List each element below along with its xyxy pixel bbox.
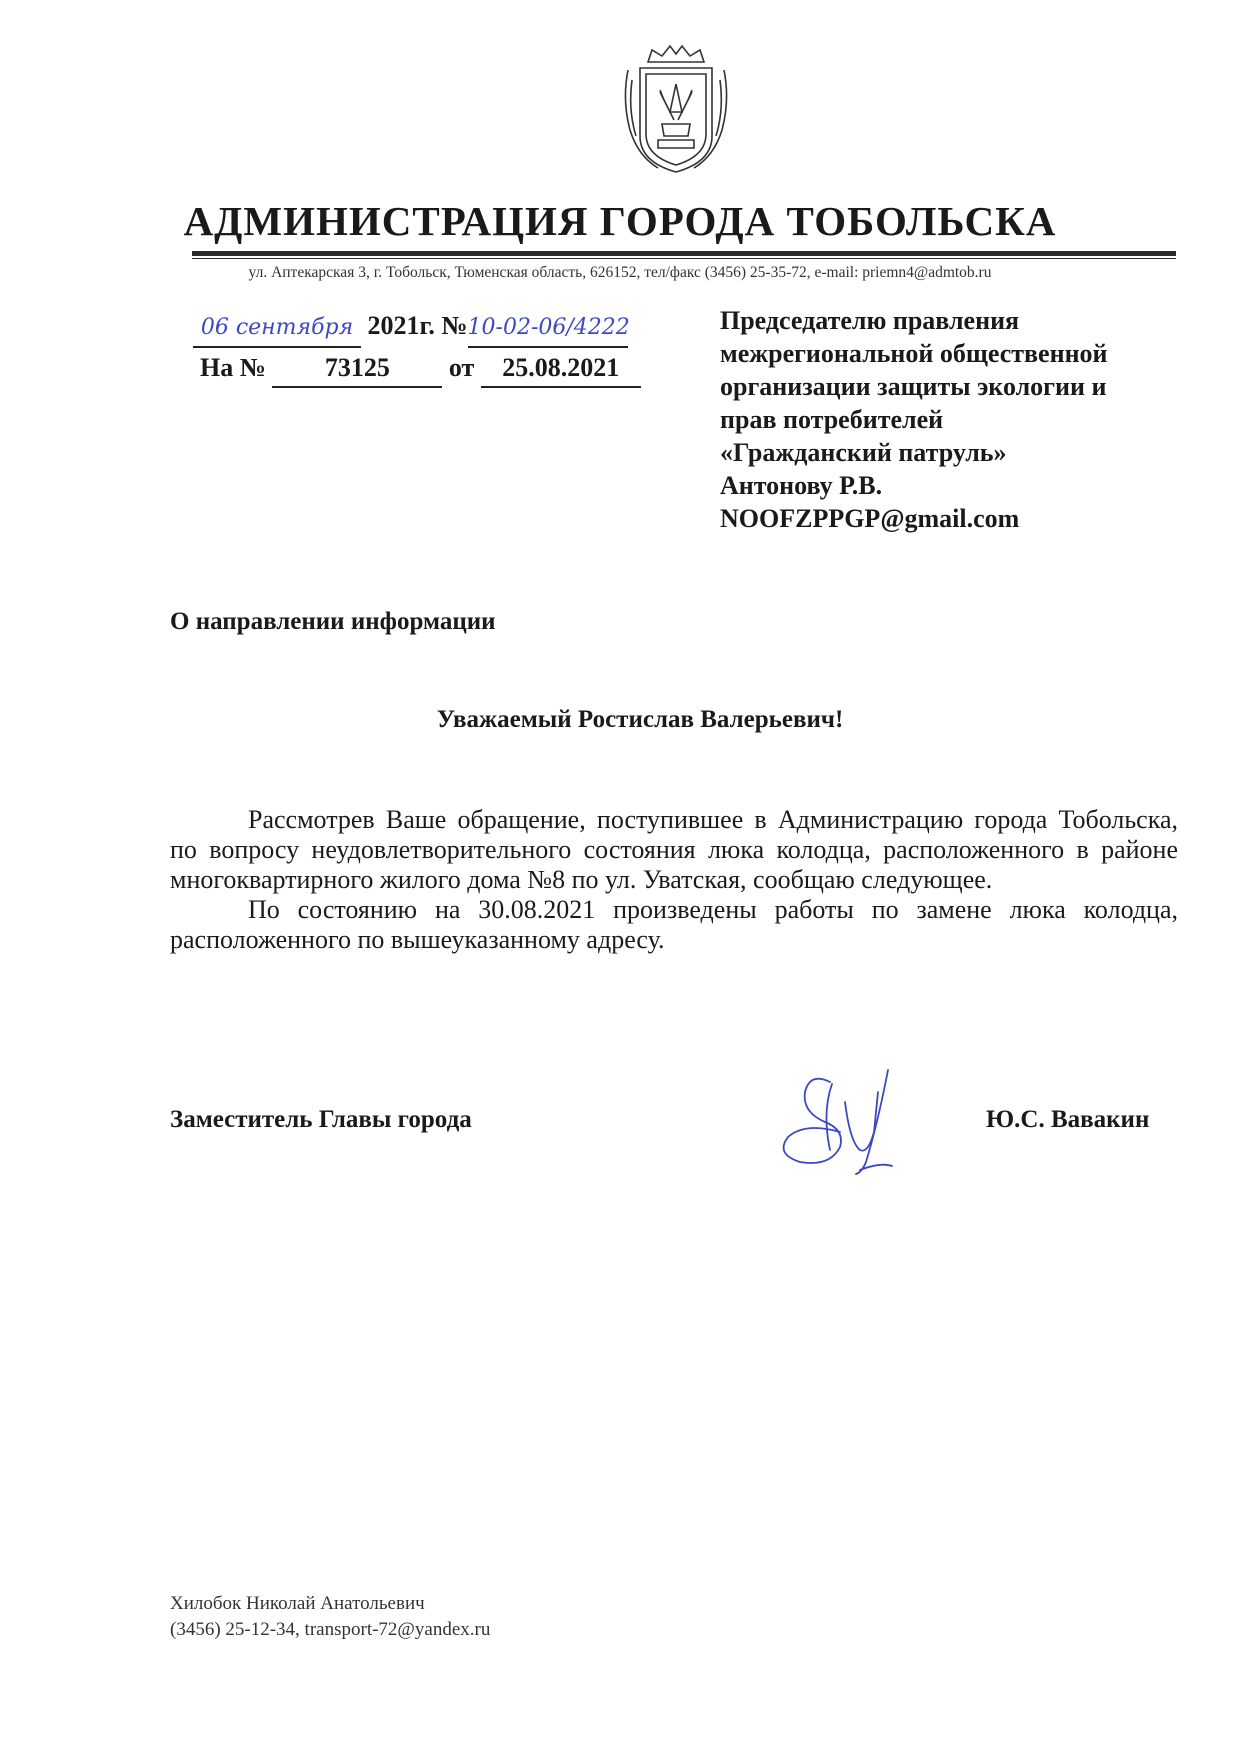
addressee-line: межрегиональной общественной <box>720 339 1108 368</box>
letter-subject: О направлении информации <box>170 608 496 635</box>
addressee-line: организации защиты экологии и <box>720 372 1107 401</box>
registration-date-row <box>193 308 628 348</box>
executor-info <box>170 1591 490 1643</box>
coat-of-arms-emblem <box>618 40 734 176</box>
body-paragraph: По состоянию на 30.08.2021 произведены работы по замене люка колодца, расположенного по вышеуказанному адресу. <box>170 895 1178 954</box>
letterhead-rule-thick <box>192 251 1176 256</box>
letterhead-rule-thin <box>192 258 1176 259</box>
handwritten-outgoing-number: 10-02-06/4222 <box>467 315 630 340</box>
executor-contact: (3456) 25-12-34, transport-72@yandex.ru <box>170 1619 491 1640</box>
addressee-line: Антонову Р.В. <box>720 471 883 500</box>
handwritten-signature <box>770 1062 940 1182</box>
organization-name: АДМИНИСТРАЦИЯ ГОРОДА ТОБОЛЬСКА <box>183 198 1057 244</box>
letter-body <box>170 805 1178 955</box>
reply-reference-row <box>200 350 641 388</box>
executor-name: Хилобок Николай Анатольевич <box>170 1593 425 1614</box>
addressee-line: Председателю правления <box>720 306 1020 335</box>
signer-name: Ю.С. Вавакин <box>986 1106 1150 1133</box>
letterhead-contacts: ул. Аптекарская 3, г. Тобольск, Тюменская область, 626152, тел/факс (3456) 25-35-72, e-mail: priemn4@admtob.ru <box>248 264 992 281</box>
reply-from-label: от <box>448 353 475 382</box>
addressee-line: «Гражданский патруль» <box>720 438 1007 467</box>
reply-from-date: 25.08.2021 <box>481 350 641 388</box>
signer-title: Заместитель Главы города <box>170 1106 472 1133</box>
addressee-block <box>720 304 1200 535</box>
body-paragraph: Рассмотрев Ваше обращение, поступившее в Администрацию города Тобольска, по вопросу неудовлетворительного состояния люка колодца, расположенного в районе многоквартирного жилого дома №8 по ул. Уватская, сообщаю следующее. <box>170 805 1178 894</box>
outgoing-number-field <box>468 308 628 348</box>
salutation: Уважаемый Ростислав Валерьевич! <box>436 706 844 733</box>
handwritten-date: 06 сентября <box>200 315 354 340</box>
date-field <box>193 308 361 348</box>
addressee-email: NOOFZPPGP@gmail.com <box>720 504 1020 533</box>
reply-to-number: 73125 <box>272 350 442 388</box>
reply-to-label: На № <box>200 353 266 382</box>
addressee-line: прав потребителей <box>720 405 944 434</box>
year-number-label: 2021г. № <box>367 311 468 340</box>
